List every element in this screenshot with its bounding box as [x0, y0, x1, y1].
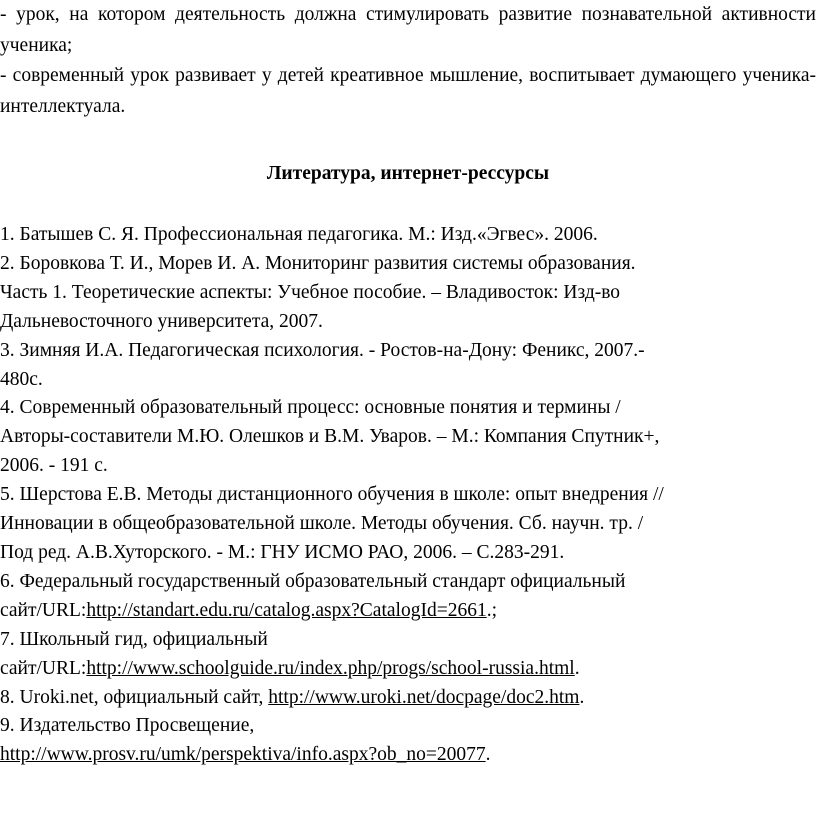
reference-list	[0, 221, 816, 770]
reference-link[interactable]: http://www.prosv.ru/umk/perspektiva/info.aspx?ob_no=20077	[0, 744, 486, 766]
section-title: Литература, интернет-рессурсы	[266, 163, 550, 184]
reference-item-4: 4. Современный образовательный процесс: основные понятия и термины / Авторы-составители М.Ю. Олешков и В.М. Уваров. – М.: Компания Спутник+, 2006. - 191 с.	[0, 397, 660, 477]
reference-text: 9. Издательство Просвещение,	[0, 715, 255, 737]
reference-suffix: .;	[486, 599, 497, 621]
reference-link[interactable]: http://standart.edu.ru/catalog.aspx?CatalogId=2661	[86, 599, 487, 621]
reference-item-6	[0, 568, 816, 626]
reference-text: 6. Федеральный государственный образовательный стандарт официальный сайт/URL:	[0, 570, 626, 621]
reference-item-8	[0, 684, 816, 713]
reference-item-1: 1. Батышев С. Я. Профессиональная педагогика. М.: Изд.«Эгвес». 2006.	[0, 224, 598, 245]
reference-suffix: .	[485, 744, 491, 766]
reference-item-5: 5. Шерстова Е.В. Методы дистанционного обучения в школе: опыт внедрения // Инновации в общеобразовательной школе. Методы обучения. Сб. научн. тр. / Под ред. А.В.Хуторского. - М.: ГНУ ИСМО РАО, 2006. – С.283-291.	[0, 484, 664, 563]
reference-item-3: 3. Зимняя И.А. Педагогическая психология. - Ростов-на-Дону: Феникс, 2007.- 480с.	[0, 339, 645, 390]
reference-item-7	[0, 626, 816, 684]
reference-suffix: .	[574, 657, 580, 679]
intro-paragraph-1: - урок, на котором деятельность должна стимулировать развитие познавательной активности ученика;	[0, 4, 816, 56]
reference-item-9	[0, 712, 816, 770]
reference-text: 8. Uroki.net, официальный сайт,	[0, 686, 269, 708]
reference-item-2: 2. Боровкова Т. И., Морев И. А. Мониторинг развития системы образования. Часть 1. Теоретические аспекты: Учебное пособие. – Владивосток: Изд-во Дальневосточного университета, 2007.	[0, 252, 636, 332]
reference-suffix: .	[579, 686, 585, 708]
reference-link[interactable]: http://www.uroki.net/docpage/doc2.htm	[268, 686, 580, 708]
intro-text	[0, 0, 816, 122]
reference-link[interactable]: http://www.schoolguide.ru/index.php/progs/school-russia.html	[86, 657, 575, 679]
reference-text: 7. Школьный гид, официальный сайт/URL:	[0, 628, 268, 679]
intro-paragraph-2: - современный урок развивает у детей креативное мышление, воспитывает думающего ученика-интеллектуала.	[0, 65, 816, 117]
